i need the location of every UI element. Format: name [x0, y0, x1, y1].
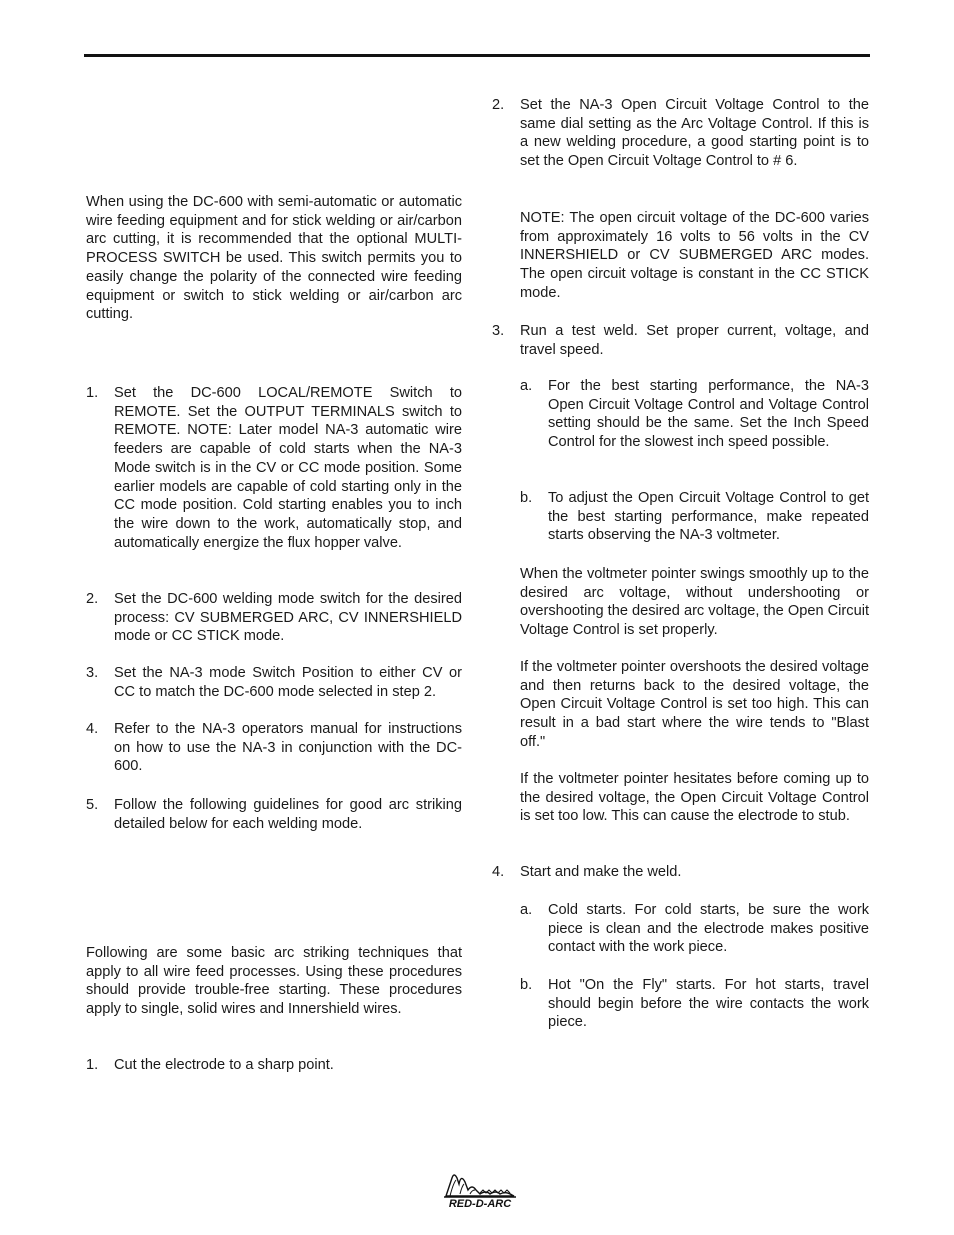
sub-list-letter: a. [520, 902, 533, 918]
paragraph-block [492, 565, 869, 640]
right-column [492, 0, 869, 1235]
sub-list-text: To adjust the Open Circuit Voltage Control to get the best starting performance, make repeated starts observing the NA-3 voltmeter. [548, 490, 869, 544]
sub-list-text: Hot "On the Fly" starts. For hot starts, travel should begin before the wire contacts the work piece. [548, 977, 869, 1031]
list-number: 5. [86, 797, 99, 813]
list-text: Set the NA-3 mode Switch Position to either CV or CC to match the DC-600 mode selected in step 2. [114, 665, 462, 700]
list-number: 4. [86, 721, 99, 737]
list-number: 2. [492, 97, 505, 113]
left-column [86, 0, 462, 1235]
paragraph-text: If the voltmeter pointer overshoots the desired voltage and then returns back to the desired voltage, the Open Circuit Voltage Control is set too high. This can result in a bad start where the wire tends to "Blast off." [520, 659, 869, 750]
sub-list-text: For the best starting performance, the NA-3 Open Circuit Voltage Control and Voltage Control setting should be the same. Set the Inch Speed Control for the slowest inch speed possible. [548, 378, 869, 451]
list-text: Set the DC-600 LOCAL/REMOTE Switch to REMOTE. Set the OUTPUT TERMINALS switch to REMOTE. NOTE: Later model NA-3 automatic wire feeders are capable of cold starts when the NA-3 Mode switch is in the CV or CC mode position. Some earlier models are capable of cold starting only in the CC mode position. Cold starting enables you to inch the wire down to the work, automatically stop, and automatically energize the flux hopper valve. [114, 385, 462, 551]
sub-list-text: Cold starts. For cold starts, be sure the work piece is clean and the electrode makes positive contact with the work piece. [548, 902, 869, 956]
sub-list-item [492, 901, 869, 957]
list-number: 4. [492, 864, 505, 880]
list-number: 2. [86, 591, 99, 607]
list-text: Follow the following guidelines for good arc striking detailed below for each welding mode. [114, 797, 462, 832]
list-item [86, 720, 462, 776]
list-text: Start and make the weld. [520, 864, 682, 880]
sub-list-item [492, 489, 869, 545]
techniques-paragraph: Following are some basic arc striking techniques that apply to all wire feed processes. Using these procedures should provide trouble-free starting. These procedures apply to single, solid wires and Innershield wires. [86, 945, 462, 1018]
list-item [86, 590, 462, 646]
logo-text: RED-D-ARC [448, 1198, 512, 1210]
list-item [86, 384, 462, 552]
list-item [492, 322, 869, 359]
sub-list-item [492, 976, 869, 1032]
note-block [492, 209, 869, 303]
list-text: Refer to the NA-3 operators manual for instructions on how to use the NA-3 in conjunction with the DC-600. [114, 721, 462, 775]
list-number: 1. [86, 385, 99, 401]
list-number: 3. [86, 665, 99, 681]
list-item [492, 863, 869, 882]
list-item [86, 796, 462, 833]
sub-list-letter: a. [520, 378, 533, 394]
list-item [86, 664, 462, 701]
list-text: Set the DC-600 welding mode switch for the desired process: CV SUBMERGED ARC, CV INNERSHIELD mode or CC STICK mode. [114, 591, 462, 645]
logo-graphic [440, 1160, 520, 1210]
list-item [492, 96, 869, 171]
sub-list-letter: b. [520, 977, 533, 993]
paragraph-text: If the voltmeter pointer hesitates before coming up to the desired voltage, the Open Circuit Voltage Control is set too low. This can cause the electrode to stub. [520, 771, 869, 825]
list-number: 1. [86, 1057, 99, 1073]
sub-list-item [492, 377, 869, 452]
red-d-arc-logo [440, 1160, 520, 1210]
paragraph-block [492, 770, 869, 826]
list-number: 3. [492, 323, 505, 339]
note-text: NOTE: The open circuit voltage of the DC-600 varies from approximately 16 volts to 56 volts in the CV INNERSHIELD or CV SUBMERGED ARC modes. The open circuit voltage is constant in the CC STICK mode. [520, 210, 869, 301]
list-item [86, 1056, 462, 1075]
intro-paragraph: When using the DC-600 with semi-automatic or automatic wire feeding equipment and for stick welding or air/carbon arc cutting, it is recommended that the optional MULTI-PROCESS SWITCH be used. This switch permits you to easily change the polarity of the connected wire feeding equipment or switch to stick welding or air/carbon arc cutting. [86, 194, 462, 323]
paragraph-block [492, 658, 869, 752]
list-text: Cut the electrode to a sharp point. [114, 1057, 334, 1073]
paragraph-text: When the voltmeter pointer swings smoothly up to the desired arc voltage, without undershooting or overshooting the desired arc voltage, the Open Circuit Voltage Control is set properly. [520, 566, 869, 639]
list-text: Set the NA-3 Open Circuit Voltage Control to the same dial setting as the Arc Voltage Control. If this is a new welding procedure, a good starting point is to set the Open Circuit Voltage Control to # 6. [520, 97, 869, 170]
sub-list-letter: b. [520, 490, 533, 506]
list-text: Run a test weld. Set proper current, voltage, and travel speed. [520, 323, 869, 358]
